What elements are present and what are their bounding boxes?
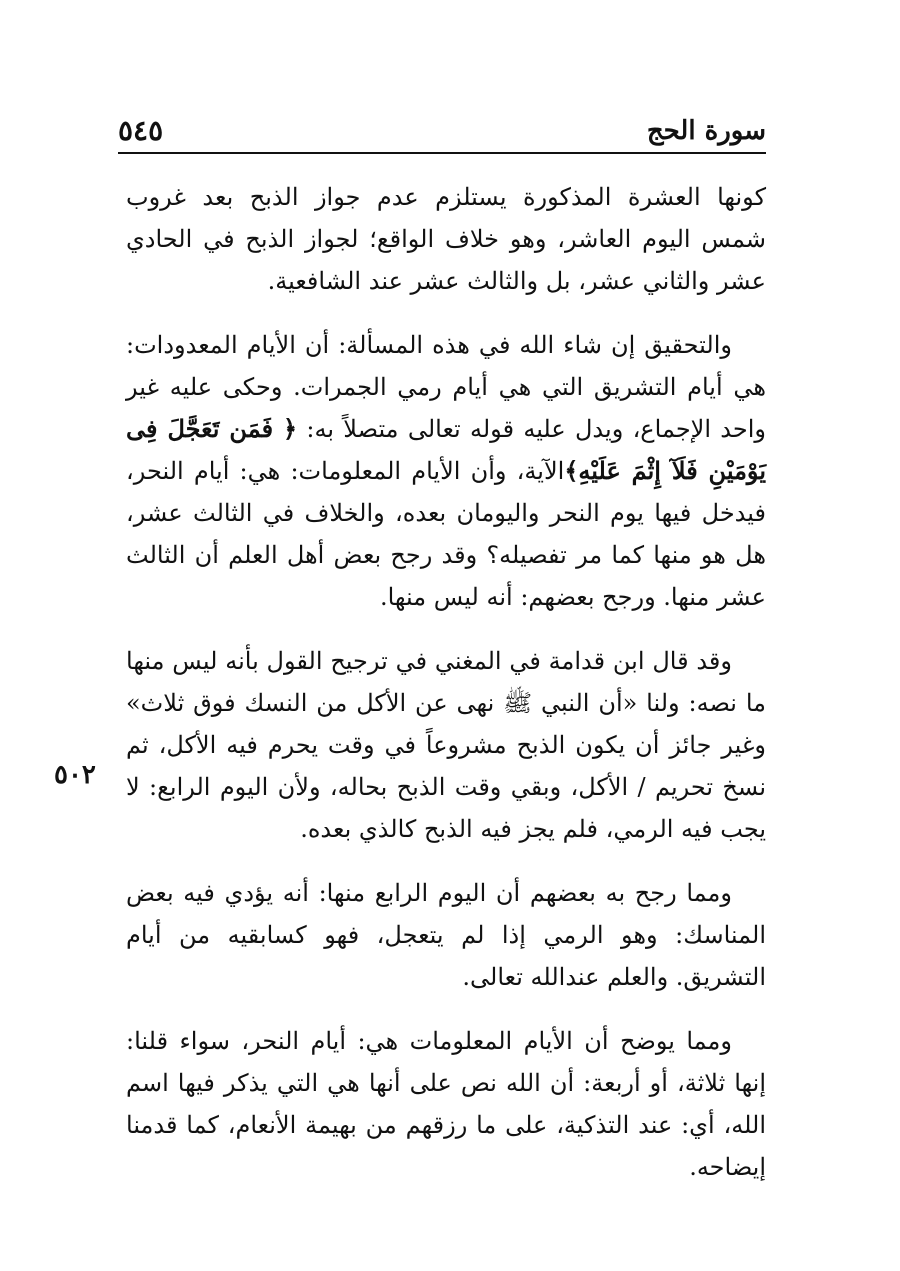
- header-rule: [118, 152, 766, 154]
- paragraph-2-rest: الآية، وأن الأيام المعلومات: هي: أيام النحر، فيدخل فيها يوم النحر واليومان بعده، والخلاف في الثالث عشر، هل هو منها كما مر تفصيله؟ وقد رجح بعض أهل العلم أن الثالث عشر منها. ورجح بعضهم: أنه ليس منها.: [126, 457, 766, 611]
- paragraph-2: [126, 324, 766, 618]
- paragraph-5: ومما يوضح أن الأيام المعلومات هي: أيام النحر، سواء قلنا: إنها ثلاثة، أو أربعة: أن الله نص على أنها هي التي يذكر فيها اسم الله، أي: عند التذكية، على ما رزقهم من بهيمة الأنعام، كما قدمنا إيضاحه.: [126, 1027, 766, 1181]
- paragraph-3: وقد قال ابن قدامة في المغني في ترجيح القول بأنه ليس منها ما نصه: ولنا «أن النبي ﷺ نهى عن الأكل من النسك فوق ثلاث» وغير جائز أن يكون الذبح مشروعاً في وقت يحرم فيه الأكل، ثم نسخ تحريم / الأكل، وبقي وقت الذبح بحاله، ولأن اليوم الرابع: لا يجب فيه الرمي، فلم يجز فيه الذبح كالذي بعده.: [126, 647, 766, 843]
- paragraph-2-intro: والتحقيق إن شاء الله في هذه المسألة: أن الأيام المعدودات: هي أيام التشريق التي هي أيام رمي الجمرات. وحكى عليه غير واحد الإجماع، ويدل عليه قوله تعالى متصلاً به:: [126, 331, 766, 443]
- paragraph-4: ومما رجح به بعضهم أن اليوم الرابع منها: أنه يؤدي فيه بعض المناسك: وهو الرمي إذا لم يتعجل، فهو كسابقيه من أيام التشريق. والعلم عندالله تعالى.: [126, 879, 766, 991]
- surah-title: سورة الحج: [646, 116, 766, 146]
- page-number: ٥٤٥: [118, 114, 164, 147]
- page-header: [118, 108, 766, 154]
- page-body: [126, 176, 766, 1188]
- quran-verse: ﴿ فَمَن تَعَجَّلَ فِى يَوْمَيْنِ فَلَآ إِثْمَ عَلَيْهِ﴾: [126, 414, 766, 485]
- paragraph-1: كونها العشرة المذكورة يستلزم عدم جواز الذبح بعد غروب شمس اليوم العاشر، وهو خلاف الواقع؛ لجواز الذبح في الحادي عشر والثاني عشر، بل والثالث عشر عند الشافعية.: [126, 183, 766, 295]
- margin-page-reference: ٥٠٢: [54, 760, 96, 790]
